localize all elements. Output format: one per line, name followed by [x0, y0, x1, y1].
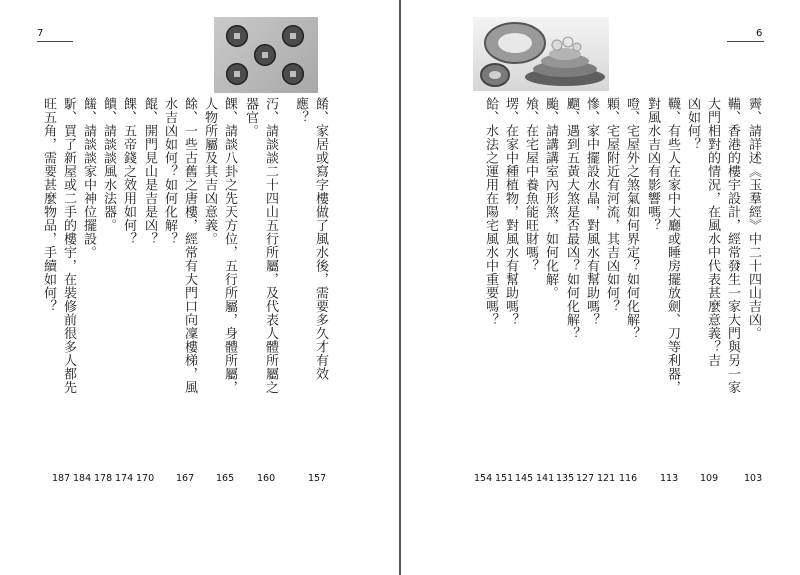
- toc-entry: 大門相對的情況，在風水中代表甚麼意義？吉: [705, 97, 720, 367]
- toc-entry: 鞴、香港的樓宇設計，經常發生一家大門與另一家: [725, 97, 740, 394]
- toc-entry: 慘、家中擺設水晶，對風水有幫助嗎？: [584, 97, 599, 327]
- coin-icon: [282, 25, 304, 47]
- toc-entry: 汅、請談談二十四山五行所屬，及代表人體所屬之: [263, 97, 278, 394]
- toc-entry: 霽、請詳述《玉羣經》中二十四山吉凶。: [746, 97, 761, 340]
- right-page-number-rule: [727, 41, 764, 42]
- page-reference: 109: [700, 473, 719, 484]
- toc-entry: 對風水吉凶有影響嗎？: [645, 97, 660, 232]
- toc-entry: 餜、請談八卦之先天方位，五行所屬，身體所屬，: [222, 97, 237, 394]
- toc-entry: 颱、請講講室內形煞，如何化解。: [543, 97, 558, 300]
- toc-entry: 凶如何？: [685, 97, 700, 151]
- page-reference: 154: [474, 473, 493, 484]
- crystal-bowl-image: [473, 17, 609, 91]
- five-emperor-coins-image: [214, 17, 318, 93]
- toc-entry: 飀、遇到五黃大煞是否最凶？如何化解？: [564, 97, 579, 340]
- toc-entry: 旺五角，需要甚麼物品，手續如何？: [41, 97, 56, 313]
- toc-entry: 饋、請談談風水法器。: [101, 97, 116, 232]
- toc-entry: 餘、一些古舊之唐樓，經常有大門口向凜樓梯，風: [182, 97, 197, 394]
- toc-entry: 飧、在宅屋中養魚能旺財嗎？: [523, 97, 538, 273]
- page-reference: 187: [52, 473, 71, 484]
- toc-entry: 韈、有些人在家中大廳或睡房擺放劍、刀等利器，: [665, 97, 680, 394]
- page-reference: 113: [660, 473, 679, 484]
- page-reference: 170: [136, 473, 155, 484]
- left-page-number-rule: [37, 41, 73, 42]
- toc-entry: 饈、請談談家中神位擺設。: [81, 97, 96, 259]
- coin-icon: [282, 63, 304, 85]
- toc-entry: 人物所屬及其吉凶意義。: [202, 97, 217, 246]
- page-reference: 167: [176, 473, 195, 484]
- page-reference: 174: [115, 473, 134, 484]
- toc-entry: 顆、宅屋附近有河流，其吉凶如何？: [604, 97, 619, 313]
- toc-entry: 餚、家居或寫字樓做了風水後，需要多久才有效: [313, 97, 328, 381]
- toc-entry: 餜、五帝錢之效用如何？: [121, 97, 136, 246]
- toc-entry: 塄、在家中種植物，對風水有幫助嗎？: [503, 97, 518, 327]
- toc-entry: 器官。: [243, 97, 258, 138]
- coin-icon: [226, 25, 248, 47]
- page-reference: 135: [556, 473, 575, 484]
- left-page: [0, 0, 399, 575]
- page-reference: 145: [515, 473, 534, 484]
- page-reference: 116: [619, 473, 638, 484]
- left-page-number: 7: [37, 28, 44, 39]
- page-reference: 157: [308, 473, 327, 484]
- page-reference: 127: [576, 473, 595, 484]
- page-reference: 103: [744, 473, 763, 484]
- page-reference: 184: [73, 473, 92, 484]
- page-reference: 165: [216, 473, 235, 484]
- toc-entry: 餛、開門見山是吉是凶？: [142, 97, 157, 246]
- coin-icon: [254, 44, 276, 66]
- toc-entry: 馸、買了新屋或二手的樓宇，在裝修前很多人都先: [61, 97, 76, 394]
- crystal-bowl-illustration: [473, 17, 609, 91]
- toc-entry: 噔、宅屋外之煞氣如何界定？如何化解？: [624, 97, 639, 340]
- page-reference: 141: [536, 473, 555, 484]
- toc-entry: 水吉凶如何？如何化解？: [162, 97, 177, 246]
- right-page-number: 6: [756, 28, 763, 39]
- page-reference: 160: [257, 473, 276, 484]
- toc-entry: 餄、水法之運用在陽宅風水中重要嗎？: [483, 97, 498, 327]
- page-reference: 178: [94, 473, 113, 484]
- page-reference: 151: [495, 473, 514, 484]
- toc-entry: 應？: [293, 97, 308, 124]
- right-page: [401, 0, 800, 575]
- page-reference: 121: [597, 473, 616, 484]
- coin-icon: [226, 63, 248, 85]
